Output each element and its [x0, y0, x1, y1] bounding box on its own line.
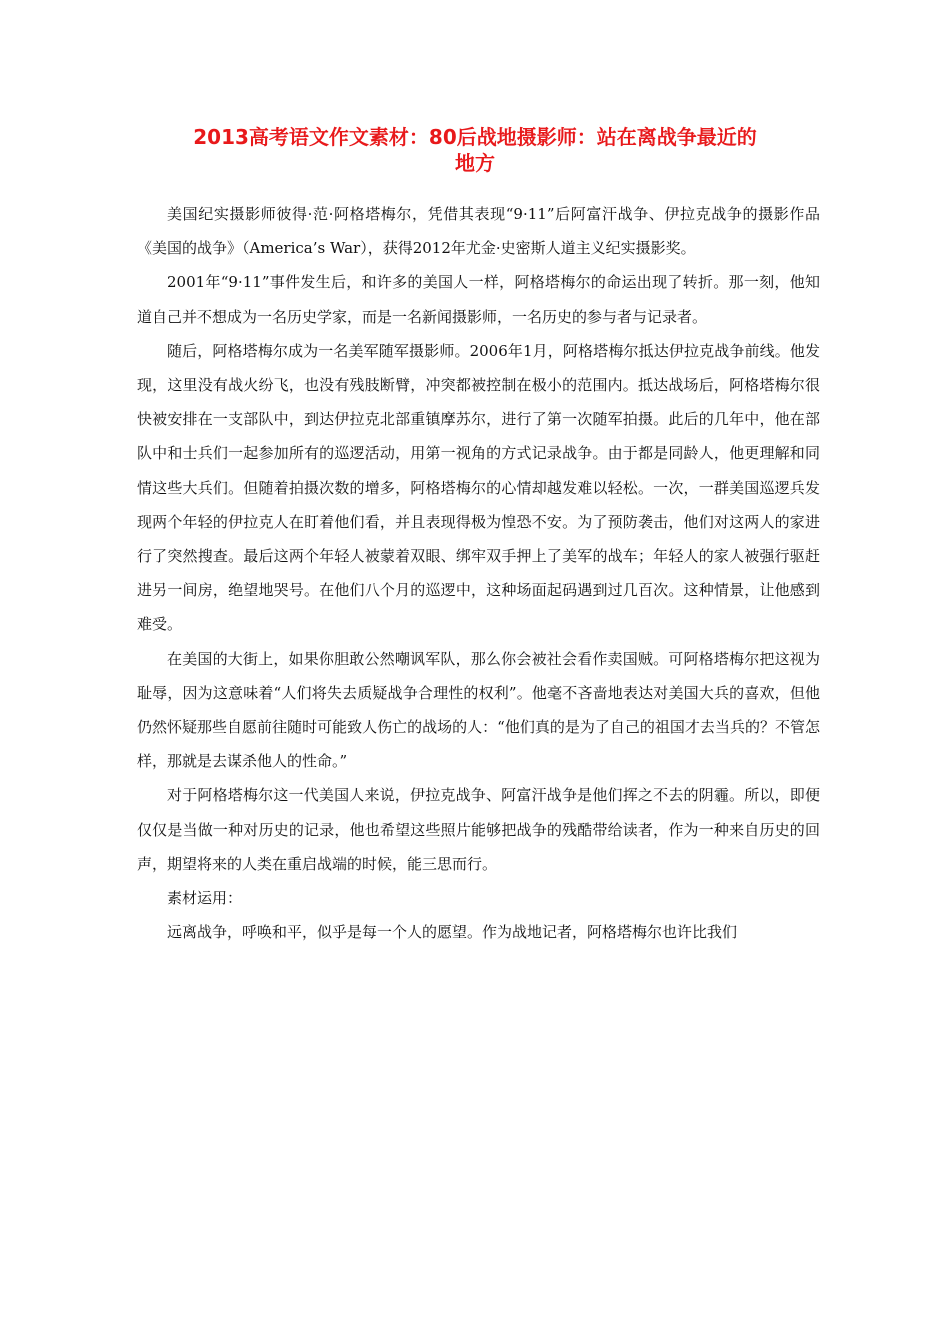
- paragraph: 随后，阿格塔梅尔成为一名美军随军摄影师。2006年1月，阿格塔梅尔抵达伊拉克战争前线。他发现，这里没有战火纷飞，也没有残肢断臂，冲突都被控制在极小的范围内。抵达战场后，阿格塔梅尔很快被安排在一支部队中，到达伊拉克北部重镇摩苏尔，进行了第一次随军拍摄。此后的几年中，他在部队中和士兵们一起参加所有的巡逻活动，用第一视角的方式记录战争。由于都是同龄人，他更理解和同情这些大兵们。但随着拍摄次数的增多，阿格塔梅尔的心情却越发难以轻松。一次，一群美国巡逻兵发现两个年轻的伊拉克人在盯着他们看，并且表现得极为惶恐不安。为了预防袭击，他们对这两人的家进行了突然搜查。最后这两个年轻人被蒙着双眼、绑牢双手押上了美军的战车；年轻人的家人被强行驱赶进另一间房，绝望地哭号。在他们八个月的巡逻中，这种场面起码遇到过几百次。这种情景，让他感到难受。: [137, 341, 820, 634]
- paragraph: 2001年“9·11”事件发生后，和许多的美国人一样，阿格塔梅尔的命运出现了转折。那一刻，他知道自己并不想成为一名历史学家，而是一名新闻摄影师，一名历史的参与者与记录者。: [137, 273, 820, 326]
- title-line-2: 地方: [455, 151, 495, 175]
- paragraph: 远离战争，呼唤和平，似乎是每一个人的愿望。作为战地记者，阿格塔梅尔也许比我们: [167, 923, 738, 942]
- paragraph: 美国纪实摄影师彼得·范·阿格塔梅尔，凭借其表现“9·11”后阿富汗战争、伊拉克战争的摄影作品《美国的战争》（America’s War），获得2012年尤金·史密斯人道主义纪实摄影奖。: [137, 205, 820, 258]
- paragraph: 对于阿格塔梅尔这一代美国人来说，伊拉克战争、阿富汗战争是他们挥之不去的阴霾。所以，即便仅仅是当做一种对历史的记录，他也希望这些照片能够把战争的残酷带给读者，作为一种来自历史的回声，期望将来的人类在重启战端的时候，能三思而行。: [137, 786, 820, 873]
- paragraph: 素材运用：: [167, 889, 243, 908]
- document-body: [137, 197, 820, 949]
- paragraph: 在美国的大街上，如果你胆敢公然嘲讽军队，那么你会被社会看作卖国贼。可阿格塔梅尔把这视为耻辱，因为这意味着“人们将失去质疑战争合理性的权利”。他毫不吝啬地表达对美国大兵的喜欢，但他仍然怀疑那些自愿前往随时可能致人伤亡的战场的人：“他们真的是为了自己的祖国才去当兵的？不管怎样，那就是去谋杀他人的性命。”: [137, 649, 820, 771]
- document-title: [135, 124, 815, 176]
- title-line-1: 2013高考语文作文素材：80后战地摄影师：站在离战争最近的: [193, 125, 757, 149]
